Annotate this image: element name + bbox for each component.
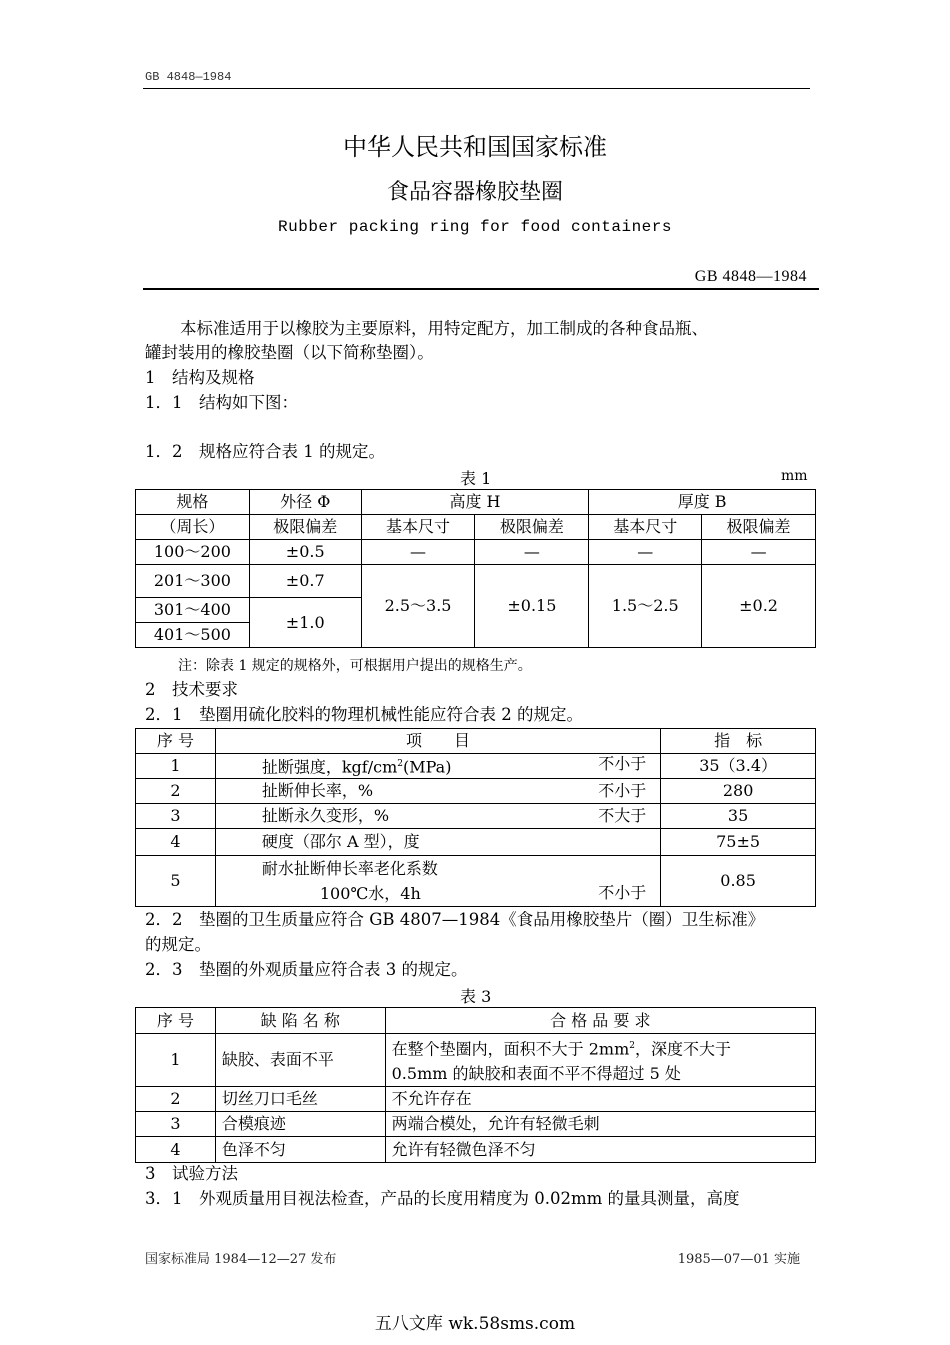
- t1-h-dev-val: ±0.15: [475, 565, 589, 648]
- t1-header-b-basic: 基本尺寸: [589, 515, 702, 540]
- section-3-heading: 3 试验方法: [145, 1164, 238, 1183]
- t1-r2-od: ±0.7: [249, 565, 361, 598]
- t2-r2-val: 280: [661, 779, 816, 804]
- t1-header-thickness: 厚度 B: [589, 490, 816, 515]
- t1-header-od2: 极限偏差: [249, 515, 361, 540]
- t2-r5-item-line1: 耐水扯断伸长率老化系数: [261, 859, 438, 878]
- t3-r1-name: 缺胶、表面不平: [215, 1034, 385, 1087]
- t1-r3-spec: 301～400: [136, 598, 250, 623]
- t3-r3-req: 两端合模处，允许有轻微毛刺: [385, 1112, 815, 1137]
- section-1-heading: 1 结构及规格: [145, 368, 255, 387]
- t3-r1-req: [385, 1034, 815, 1087]
- english-title: Rubber packing ring for food containers: [278, 218, 672, 236]
- t2-r1-item: [215, 754, 660, 779]
- t2-r3-val: 35: [661, 804, 816, 829]
- t2-r3-item: [215, 804, 660, 829]
- section-1-1: 1．1 结构如下图：: [145, 393, 298, 412]
- section-2-1: 2．1 垫圈用硫化胶料的物理机械性能应符合表 2 的规定。: [145, 705, 583, 724]
- t3-r1-req-line2: 0.5mm 的缺胶和表面不平不得超过 5 处: [391, 1064, 681, 1084]
- title-divider: [143, 288, 819, 290]
- t2-r3-no: 3: [136, 804, 216, 829]
- table1-note: 注：除表 1 规定的规格外，可根据用户提出的规格生产。: [178, 658, 532, 674]
- t3-header-no: 序 号: [136, 1008, 216, 1034]
- t3-r2-req: 不允许存在: [385, 1087, 815, 1112]
- t2-header-item: 项 目: [215, 729, 660, 754]
- table1-caption: 表 1: [460, 469, 492, 488]
- t1-r34-od: ±1.0: [249, 598, 361, 648]
- t1-header-spec: 规格: [136, 490, 250, 515]
- t2-r2-item: [215, 779, 660, 804]
- table3-caption: 表 3: [460, 987, 492, 1006]
- t2-r1-sup: 2: [397, 759, 403, 770]
- t3-r4-no: 4: [136, 1137, 216, 1163]
- t3-header-name: 缺 陷 名 称: [215, 1008, 385, 1034]
- watermark: 五八文库 wk.58sms.com: [374, 1314, 576, 1334]
- t1-header-h-dev: 极限偏差: [475, 515, 589, 540]
- section-2-2-line2: 的规定。: [145, 935, 211, 954]
- section-3-1: 3．1 外观质量用目视法检查，产品的长度用精度为 0.02mm 的量具测量，高度: [145, 1189, 740, 1208]
- t2-r3-item-text: 扯断永久变形，%: [261, 806, 390, 825]
- t2-r2-cond: 不小于: [598, 781, 647, 800]
- t1-b-basic-val: 1.5～2.5: [589, 565, 702, 648]
- section-2-2-line1: 2．2 垫圈的卫生质量应符合 GB 4807—1984《食品用橡胶垫片（圈）卫生标准》: [145, 910, 765, 929]
- t2-r4-no: 4: [136, 829, 216, 856]
- t3-r4-name: 色泽不匀: [215, 1137, 385, 1163]
- t2-r4-val: 75±5: [661, 829, 816, 856]
- t3-r3-no: 3: [136, 1112, 216, 1137]
- table-3: [135, 1007, 816, 1163]
- t2-r5-item-line2: 100℃水，4h: [319, 884, 421, 903]
- footer-effective: 1985—07—01 实施: [677, 1252, 800, 1267]
- t1-header-h-basic: 基本尺寸: [361, 515, 475, 540]
- t1-header-od: 外径 Φ: [249, 490, 361, 515]
- t3-r4-req: 允许有轻微色泽不匀: [385, 1137, 815, 1163]
- t1-header-spec2: （周长）: [136, 515, 250, 540]
- t1-b-dev-val: ±0.2: [702, 565, 816, 648]
- t3-r1-req-tail: ，深度不大于: [634, 1039, 731, 1059]
- header-divider: [143, 88, 810, 89]
- t3-r1-no: 1: [136, 1034, 216, 1087]
- t1-header-height: 高度 H: [361, 490, 589, 515]
- t1-r1-b-dev: —: [702, 540, 816, 565]
- t2-r4-item: 硬度（邵尔 A 型），度: [215, 829, 660, 856]
- t2-r1-item-tail: (MPa): [402, 757, 452, 777]
- t3-r1-req-line1: [392, 1034, 815, 1061]
- t2-r5-item: [215, 856, 660, 907]
- t3-r2-name: 切丝刀口毛丝: [215, 1087, 385, 1112]
- document-subtitle: 食品容器橡胶垫圈: [386, 180, 563, 205]
- t2-r5-val: 0.85: [661, 856, 816, 907]
- document-title: 中华人民共和国国家标准: [343, 133, 607, 161]
- section-2-heading: 2 技术要求: [145, 680, 238, 699]
- t3-r1-req-text: 在整个垫圈内，面积不大于 2mm: [391, 1039, 630, 1059]
- t2-r3-cond: 不大于: [598, 806, 647, 825]
- t1-r1-b-basic: —: [589, 540, 702, 565]
- section-2-3: 2．3 垫圈的外观质量应符合表 3 的规定。: [145, 960, 468, 979]
- t2-header-no: 序 号: [136, 729, 216, 754]
- t1-r1-od: ±0.5: [249, 540, 361, 565]
- t1-r2-spec: 201～300: [136, 565, 250, 598]
- footer-issued: 国家标准局 1984—12—27 发布: [145, 1252, 337, 1267]
- t2-r2-no: 2: [136, 779, 216, 804]
- t1-r4-spec: 401～500: [136, 623, 250, 648]
- table1-unit: mm: [781, 468, 808, 484]
- t3-r3-name: 合模痕迹: [215, 1112, 385, 1137]
- t3-r2-no: 2: [136, 1087, 216, 1112]
- t1-r1-spec: 100～200: [136, 540, 250, 565]
- t2-r1-no: 1: [136, 754, 216, 779]
- t2-r1-cond: 不小于: [598, 754, 647, 774]
- intro-line-1: 本标准适用于以橡胶为主要原料，用特定配方，加工制成的各种食品瓶、: [180, 319, 708, 338]
- t1-r1-h-basic: —: [361, 540, 475, 565]
- intro-line-2: 罐封装用的橡胶垫圈（以下简称垫圈）。: [145, 343, 434, 362]
- header-code: GB 4848—1984: [145, 70, 232, 84]
- t3-header-req: 合 格 品 要 求: [385, 1008, 815, 1034]
- table-1: [135, 489, 816, 648]
- t2-r2-item-text: 扯断伸长率，%: [261, 781, 374, 800]
- t2-r5-no: 5: [136, 856, 216, 907]
- table-2: [135, 728, 816, 907]
- t1-h-basic-val: 2.5～3.5: [361, 565, 475, 648]
- t2-r1-val: 35（3.4）: [661, 754, 816, 779]
- t3-r1-sup: 2: [629, 1041, 635, 1051]
- t2-header-index: 指 标: [661, 729, 816, 754]
- t2-r1-item-text: 扯断强度，kgf/cm: [261, 757, 398, 777]
- t1-header-b-dev: 极限偏差: [702, 515, 816, 540]
- section-1-2: 1．2 规格应符合表 1 的规定。: [145, 442, 385, 461]
- t1-r1-h-dev: —: [475, 540, 589, 565]
- standard-number: GB 4848—1984: [694, 268, 807, 285]
- t2-r5-cond: 不小于: [598, 883, 647, 902]
